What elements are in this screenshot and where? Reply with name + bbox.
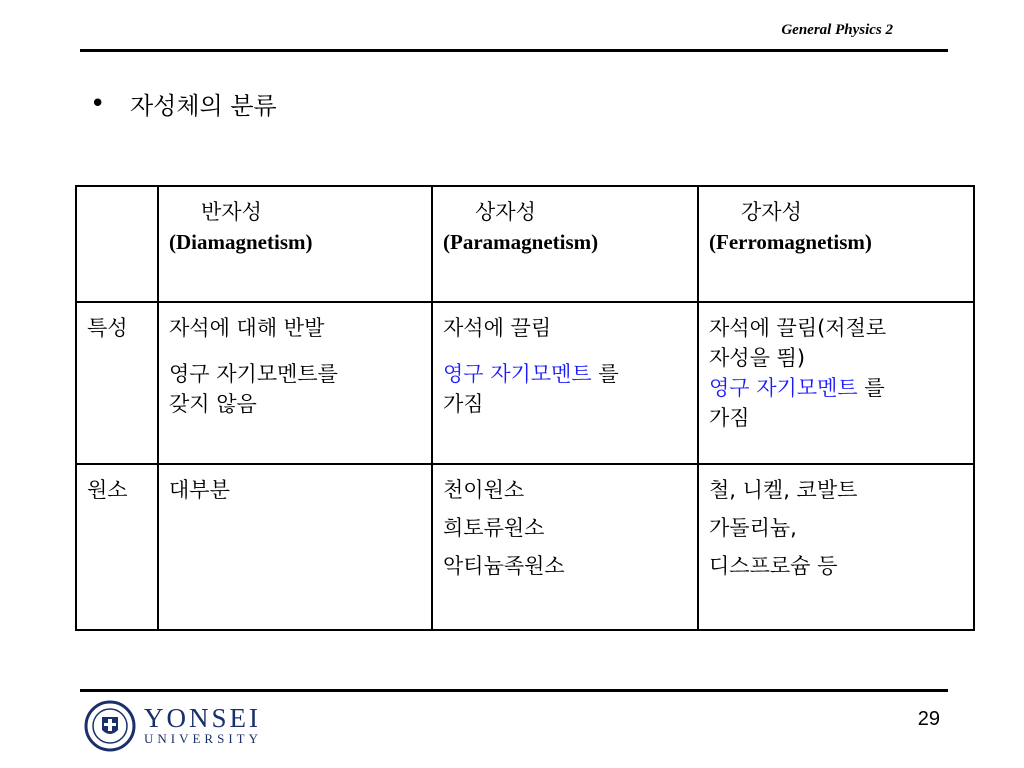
- cell-text: 악티늄족원소: [443, 554, 565, 578]
- cell-para-properties: [432, 302, 698, 464]
- cell-dia-properties: [158, 302, 432, 464]
- cell-ferro-elements: [698, 464, 974, 630]
- cell-text: 를: [857, 376, 885, 400]
- header-paramagnetism-ko: 상자성: [475, 200, 536, 224]
- cell-text: 자석에 끌림(저절로: [709, 316, 887, 340]
- header-diamagnetism: [158, 186, 432, 302]
- bullet-text: 자성체의 분류: [130, 92, 277, 120]
- header-paramagnetism: [432, 186, 698, 302]
- university-seal-icon: [84, 700, 136, 752]
- highlight-text: 영구 자기모멘트: [443, 362, 592, 386]
- cell-text: 자석에 끌림: [443, 316, 552, 340]
- table-row-elements: [76, 464, 974, 630]
- cell-text: 대부분: [169, 478, 230, 502]
- header-empty-cell: [76, 186, 158, 302]
- header-diamagnetism-ko: 반자성: [201, 200, 262, 224]
- cell-text: 를: [591, 362, 619, 386]
- cell-text: 철, 니켈, 코발트: [709, 478, 858, 502]
- cell-text: 자석에 대해 반발: [169, 316, 325, 340]
- cell-ferro-properties: [698, 302, 974, 464]
- row-label-properties: 특성: [76, 302, 158, 464]
- bullet-icon: •: [90, 88, 106, 119]
- cell-text-mixed: [709, 373, 963, 403]
- cell-text: 갖지 않음: [169, 392, 257, 416]
- table-row-properties: [76, 302, 974, 464]
- header-ferromagnetism-ko: 강자성: [741, 200, 802, 224]
- cell-text: 가돌리늄,: [709, 516, 797, 540]
- cell-text: 천이원소: [443, 478, 525, 502]
- footer-rule: [80, 689, 948, 692]
- header-ferromagnetism: [698, 186, 974, 302]
- university-sub: UNIVERSITY: [144, 731, 262, 746]
- magnetism-classification-table: [75, 185, 975, 631]
- cell-dia-elements: [158, 464, 432, 630]
- page-number: 29: [917, 708, 940, 730]
- cell-text: 가짐: [443, 392, 484, 416]
- cell-para-elements: [432, 464, 698, 630]
- cell-text: 가짐: [709, 406, 750, 430]
- header-rule: [80, 49, 948, 52]
- cell-text: 희토류원소: [443, 516, 545, 540]
- course-title: General Physics 2: [781, 22, 893, 38]
- header-diamagnetism-en: (Diamagnetism): [169, 230, 313, 254]
- cell-text: 영구 자기모멘트를: [169, 362, 338, 386]
- cell-text-mixed: [443, 359, 687, 389]
- yonsei-logo: [84, 700, 262, 752]
- highlight-text: 영구 자기모멘트: [709, 376, 858, 400]
- cell-text: 디스프로슘 등: [709, 554, 838, 578]
- table-header-row: [76, 186, 974, 302]
- cell-text: 자성을 띔): [709, 346, 806, 370]
- header-paramagnetism-en: (Paramagnetism): [443, 230, 599, 254]
- bullet-item: [90, 86, 277, 121]
- header-ferromagnetism-en: (Ferromagnetism): [709, 230, 872, 254]
- university-name: YONSEI: [144, 703, 261, 733]
- row-label-elements: 원소: [76, 464, 158, 630]
